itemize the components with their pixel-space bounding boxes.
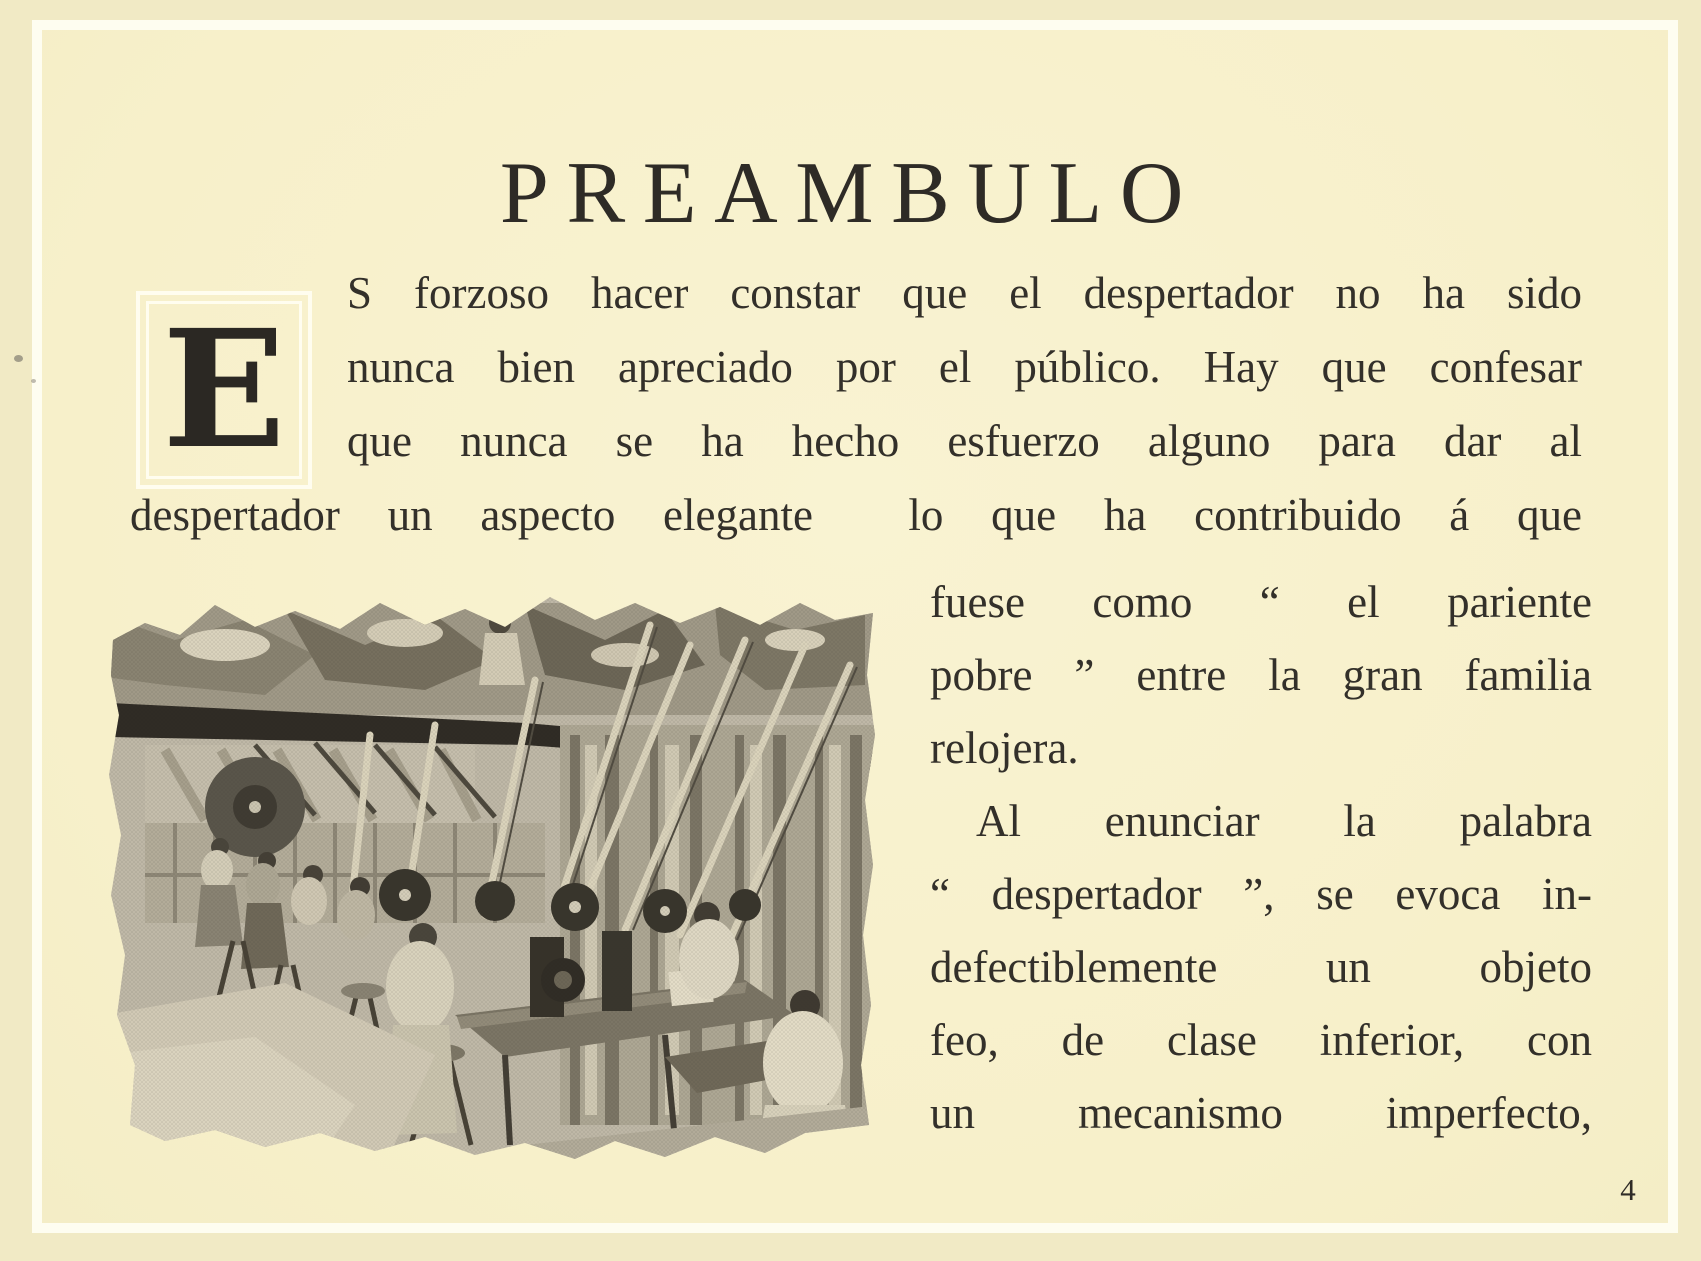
body-line: defectiblemente un objeto (930, 942, 1592, 992)
page-number: 4 (1620, 1172, 1636, 1207)
factory-photo (105, 585, 880, 1165)
photo-scene (105, 585, 880, 1165)
lead-paragraph (130, 256, 1582, 552)
paper-speck (31, 379, 36, 383)
body-line: que nunca se ha hecho esfuerzo alguno para dar al (347, 416, 1582, 466)
body-line: nunca bien apreciado por el público. Hay que confesar (347, 342, 1582, 392)
body-line: un mecanismo imperfecto, (930, 1088, 1592, 1138)
body-line: feo, de clase inferior, con (930, 1015, 1592, 1065)
right-text-column (930, 566, 1592, 1150)
drop-cap-letter: E (162, 295, 286, 485)
body-line: despertador un aspecto elegante lo que ha contribuido á que (130, 490, 1582, 540)
body-line: “ despertador ”, se evoca in- (930, 869, 1592, 919)
body-line: relojera. (930, 723, 1079, 773)
paper-speck (14, 355, 23, 362)
page-title: PREAMBULO (499, 145, 1202, 242)
body-line: S forzoso hacer constar que el despertador no ha sido (347, 268, 1582, 318)
body-line: fuese como “ el pariente (930, 577, 1592, 627)
body-line: Al enunciar la palabra (976, 796, 1592, 846)
body-line: pobre ” entre la gran familia (930, 650, 1592, 700)
